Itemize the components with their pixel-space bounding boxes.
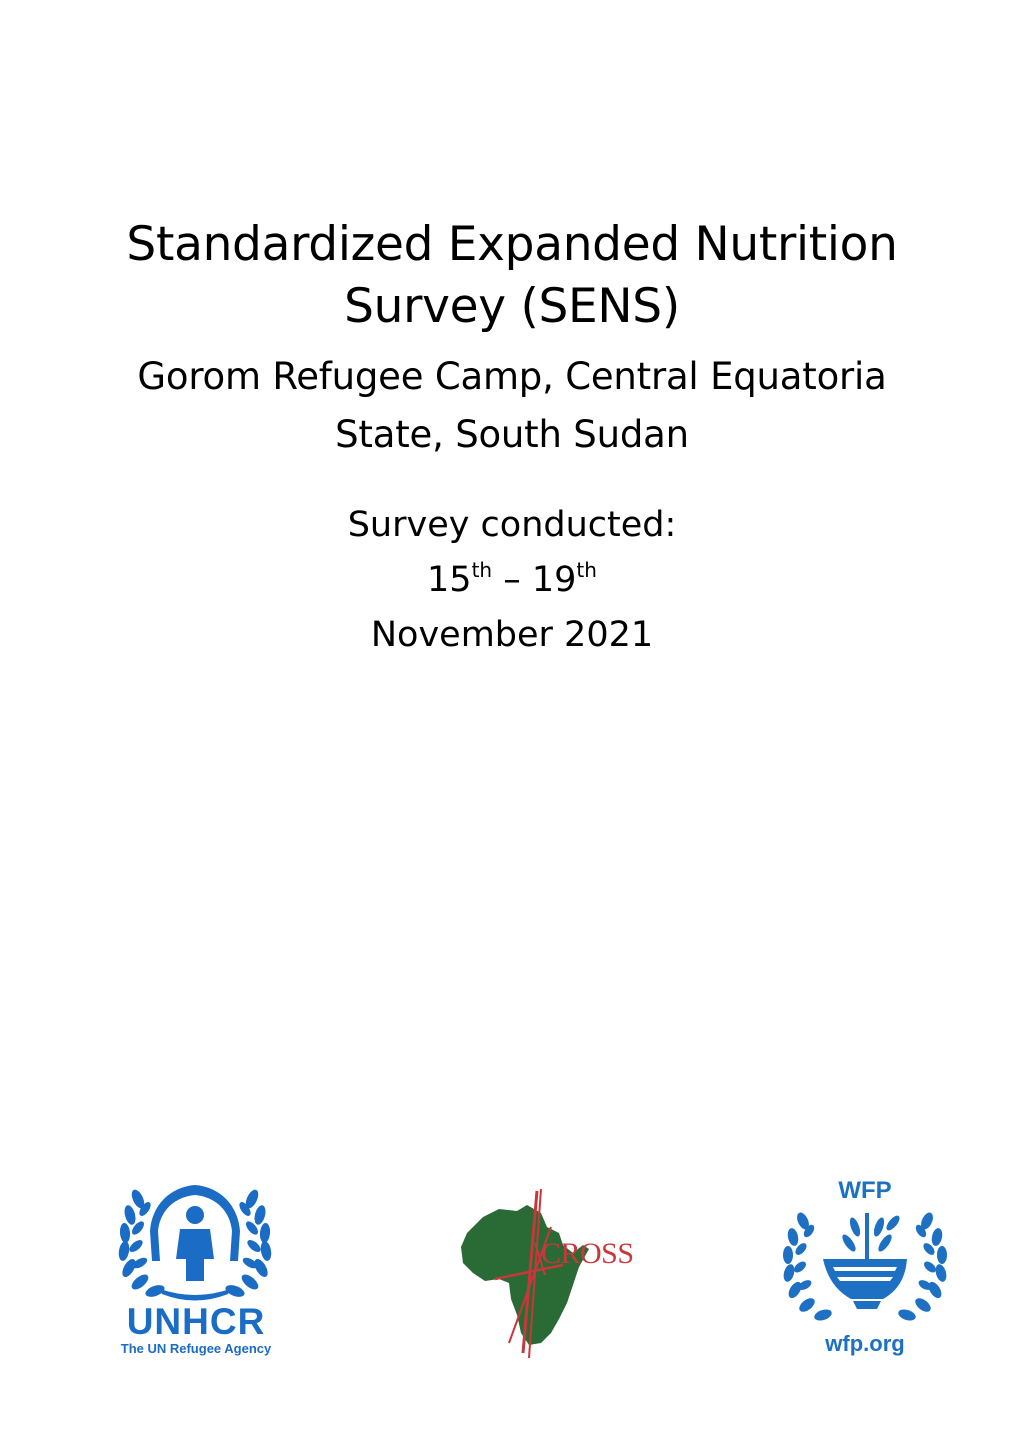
wfp-emblem-icon (773, 1205, 957, 1335)
survey-dates-block (0, 498, 1024, 663)
wfp-name: WFP (838, 1177, 892, 1204)
title-line-1: Standardized Expanded Nutrition (126, 217, 898, 272)
survey-date-range (0, 553, 1024, 608)
across-name: CROSS (541, 1237, 634, 1270)
wfp-url: wfp.org (825, 1331, 905, 1356)
subtitle-line-1: Gorom Refugee Camp, Central Equatoria (137, 355, 887, 398)
document-title (60, 214, 964, 338)
unhcr-logo (100, 1181, 290, 1361)
survey-month-year: November 2021 (370, 615, 654, 655)
unhcr-name: UNHCR (126, 1301, 266, 1342)
africa-map-icon (455, 1183, 650, 1368)
unhcr-emblem-icon (100, 1181, 290, 1306)
title-line-2: Survey (SENS) (344, 279, 680, 334)
subtitle-line-2: State, South Sudan (335, 413, 689, 456)
date-separator: – (492, 560, 532, 600)
partner-logos (0, 1175, 1024, 1375)
date-start-day: 15 (427, 560, 472, 600)
survey-label: Survey conducted: (347, 505, 677, 545)
across-logo (455, 1183, 650, 1368)
date-end-day: 19 (531, 560, 577, 600)
unhcr-tagline: The UN Refugee Agency (120, 1341, 272, 1356)
date-start-suffix: th (471, 558, 493, 582)
date-end-suffix: th (576, 558, 597, 582)
wfp-logo (773, 1177, 957, 1362)
title-block (60, 214, 964, 464)
document-subtitle (60, 348, 964, 464)
